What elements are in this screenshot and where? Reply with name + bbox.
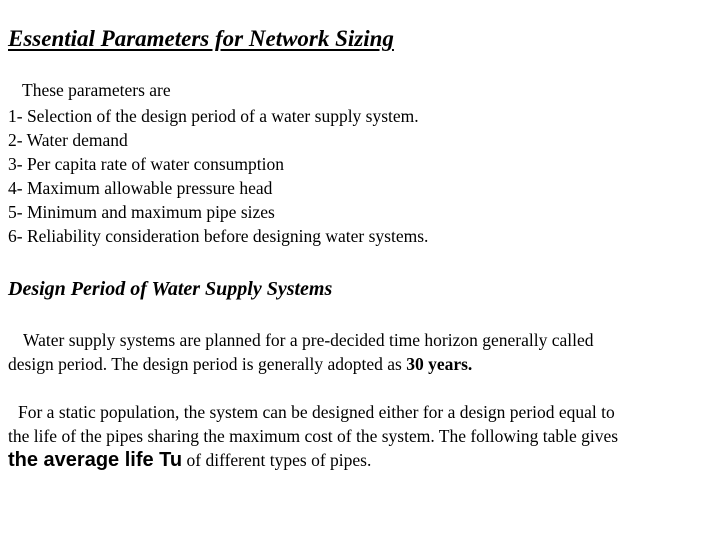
parameter-item-6: 6- Reliability consideration before designing water systems. xyxy=(8,226,429,246)
pipe-life-text: of different types of pipes. xyxy=(182,450,372,470)
design-period-paragraph xyxy=(8,328,712,376)
parameter-item-4: 4- Maximum allowable pressure head xyxy=(8,178,273,198)
pipe-life-line-3 xyxy=(8,448,712,472)
section-subtitle: Design Period of Water Supply Systems xyxy=(8,278,333,300)
design-period-line-1: Water supply systems are planned for a pre-decided time horizon generally called xyxy=(23,330,594,350)
intro-text: These parameters are xyxy=(22,80,171,100)
design-period-line-2 xyxy=(8,352,712,376)
design-period-text: design period. The design period is generally adopted as xyxy=(8,354,407,374)
slide xyxy=(8,0,712,540)
average-life-term: the average life Tu xyxy=(8,449,183,471)
parameter-item-3: 3- Per capita rate of water consumption xyxy=(8,154,285,174)
page-title: Essential Parameters for Network Sizing xyxy=(8,26,394,51)
pipe-life-line-2: the life of the pipes sharing the maximum cost of the system. The following table gives xyxy=(8,426,619,446)
pipe-life-paragraph xyxy=(8,400,712,472)
parameter-item-1: 1- Selection of the design period of a water supply system. xyxy=(8,106,419,126)
design-period-value: 30 years. xyxy=(406,354,473,374)
pipe-life-line-1: For a static population, the system can be designed either for a design period equal to xyxy=(18,402,615,422)
parameter-item-5: 5- Minimum and maximum pipe sizes xyxy=(8,202,275,222)
parameter-item-2: 2- Water demand xyxy=(8,130,128,150)
